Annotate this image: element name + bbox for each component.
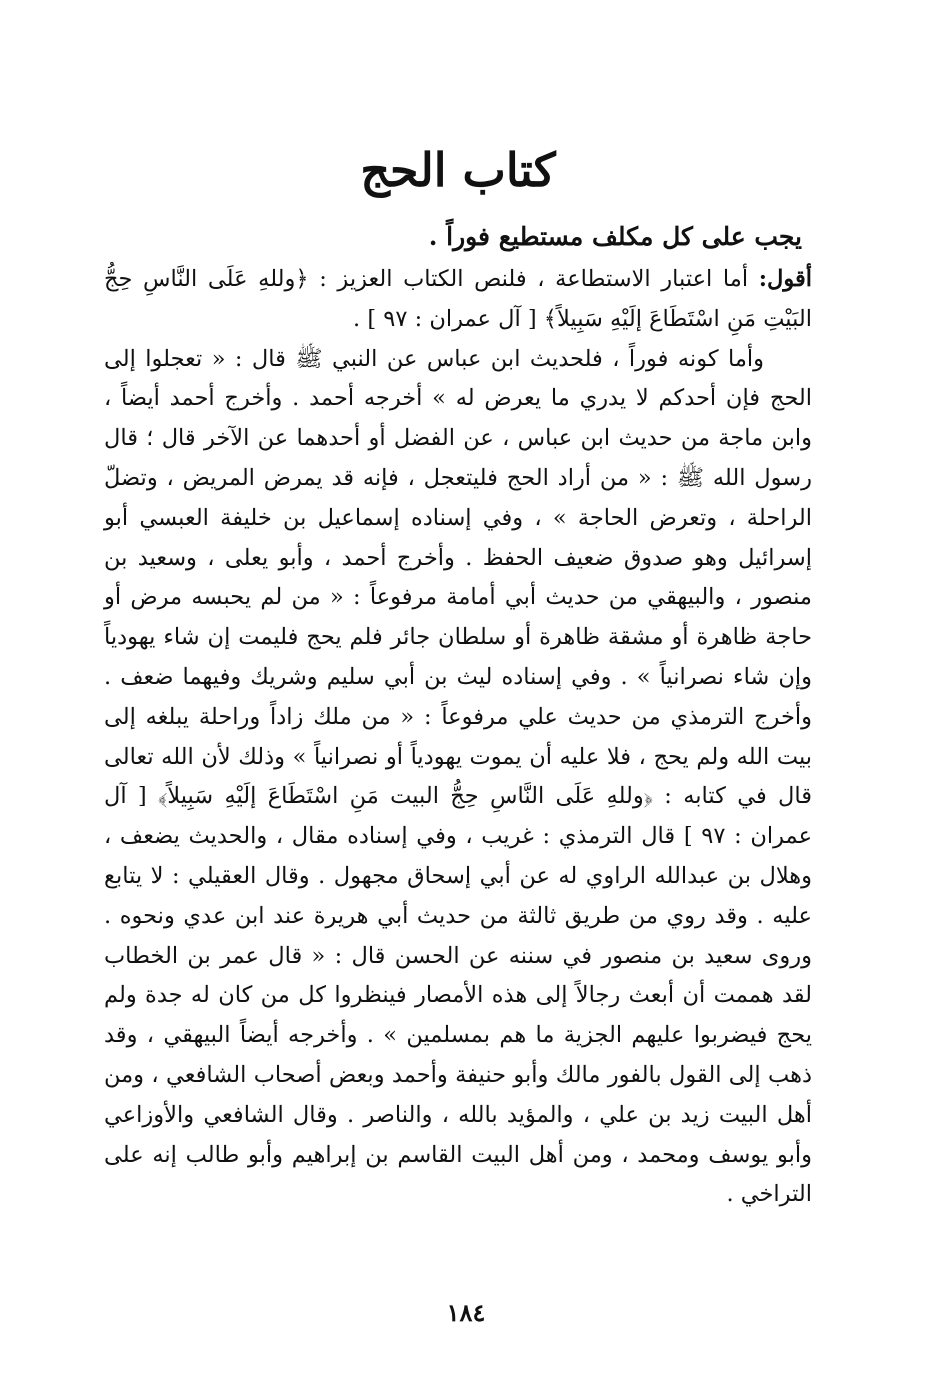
chapter-title: كتاب الحج: [360, 143, 556, 197]
paragraph-statement: [104, 260, 812, 340]
page-body: [104, 130, 812, 1215]
page-number: ١٨٤: [446, 1298, 486, 1327]
paragraph-evidence: وأما كونه فوراً ، فلحديث ابن عباس عن النبي ﷺ قال : « تعجلوا إلى الحج فإن أحدكم لا يدري ما يعرض له » أخرجه أحمد . وأخرج أحمد أيضاً ، وابن ماجة من حديث ابن عباس ، عن الفضل أو أحدهما عن الآخر قال ؛ قال رسول الله ﷺ : « من أراد الحج فليتعجل ، فإنه قد يمرض المريض ، وتضلّ الراحلة ، وتعرض الحاجة » ، وفي إسناده إسماعيل بن خليفة العبسي أبو إسرائيل وهو صدوق ضعيف الحفظ . وأخرج أحمد ، وأبو يعلى ، وسعيد بن منصور ، والبيهقي من حديث أبي أمامة مرفوعاً : « من لم يحبسه مرض أو حاجة ظاهرة أو مشقة ظاهرة أو سلطان جائر فلم يحج فليمت إن شاء يهودياً وإن شاء نصرانياً » . وفي إسناده ليث بن أبي سليم وشريك وفيهما ضعف . وأخرج الترمذي من حديث علي مرفوعاً : « من ملك زاداً وراحلة يبلغه إلى بيت الله ولم يحج ، فلا عليه أن يموت يهودياً أو نصرانياً » وذلك لأن الله تعالى قال في كتابه : ﴿وللهِ عَلَى النَّاسِ حِجُّ البيت مَنِ اسْتَطَاعَ إلَيْهِ سَبِيلاً﴾ [ آل عمران : ٩٧ ] قال الترمذي : غريب ، وفي إسناده مقال ، والحديث يضعف ، وهلال بن عبدالله الراوي له عن أبي إسحاق مجهول . وقال العقيلي : لا يتابع عليه . وقد روي من طريق ثالثة من حديث أبي هريرة عند ابن عدي ونحوه . وروى سعيد بن منصور في سننه عن الحسن قال : « قال عمر بن الخطاب لقد هممت أن أبعث رجالاً إلى هذه الأمصار فينظروا كل من كان له جدة ولم يحج فيضربوا عليهم الجزية ما هم بمسلمين » . وأخرجه أيضاً البيهقي ، وقد ذهب إلى القول بالفور مالك وأبو حنيفة وأحمد وبعض أصحاب الشافعي ، ومن أهل البيت زيد بن علي ، والمؤيد بالله ، والناصر . وقال الشافعي والأوزاعي وأبو يوسف ومحمد ، ومن أهل البيت القاسم بن إبراهيم وأبو طالب إنه على التراخي .: [104, 345, 812, 1208]
paragraph-lead: أقول:: [758, 266, 812, 292]
chapter-ruling: يجب على كل مكلف مستطيع فوراً .: [428, 222, 802, 251]
paragraph-text: أما اعتبار الاستطاعة ، فلنص الكتاب العزيز : ﴿وللهِ عَلَى النَّاسِ حِجُّ البَيْتِ مَنِ اسْتَطَاعَ إلَيْهِ سَبِيلاً﴾ [ آل عمران : ٩٧ ] .: [104, 266, 812, 332]
